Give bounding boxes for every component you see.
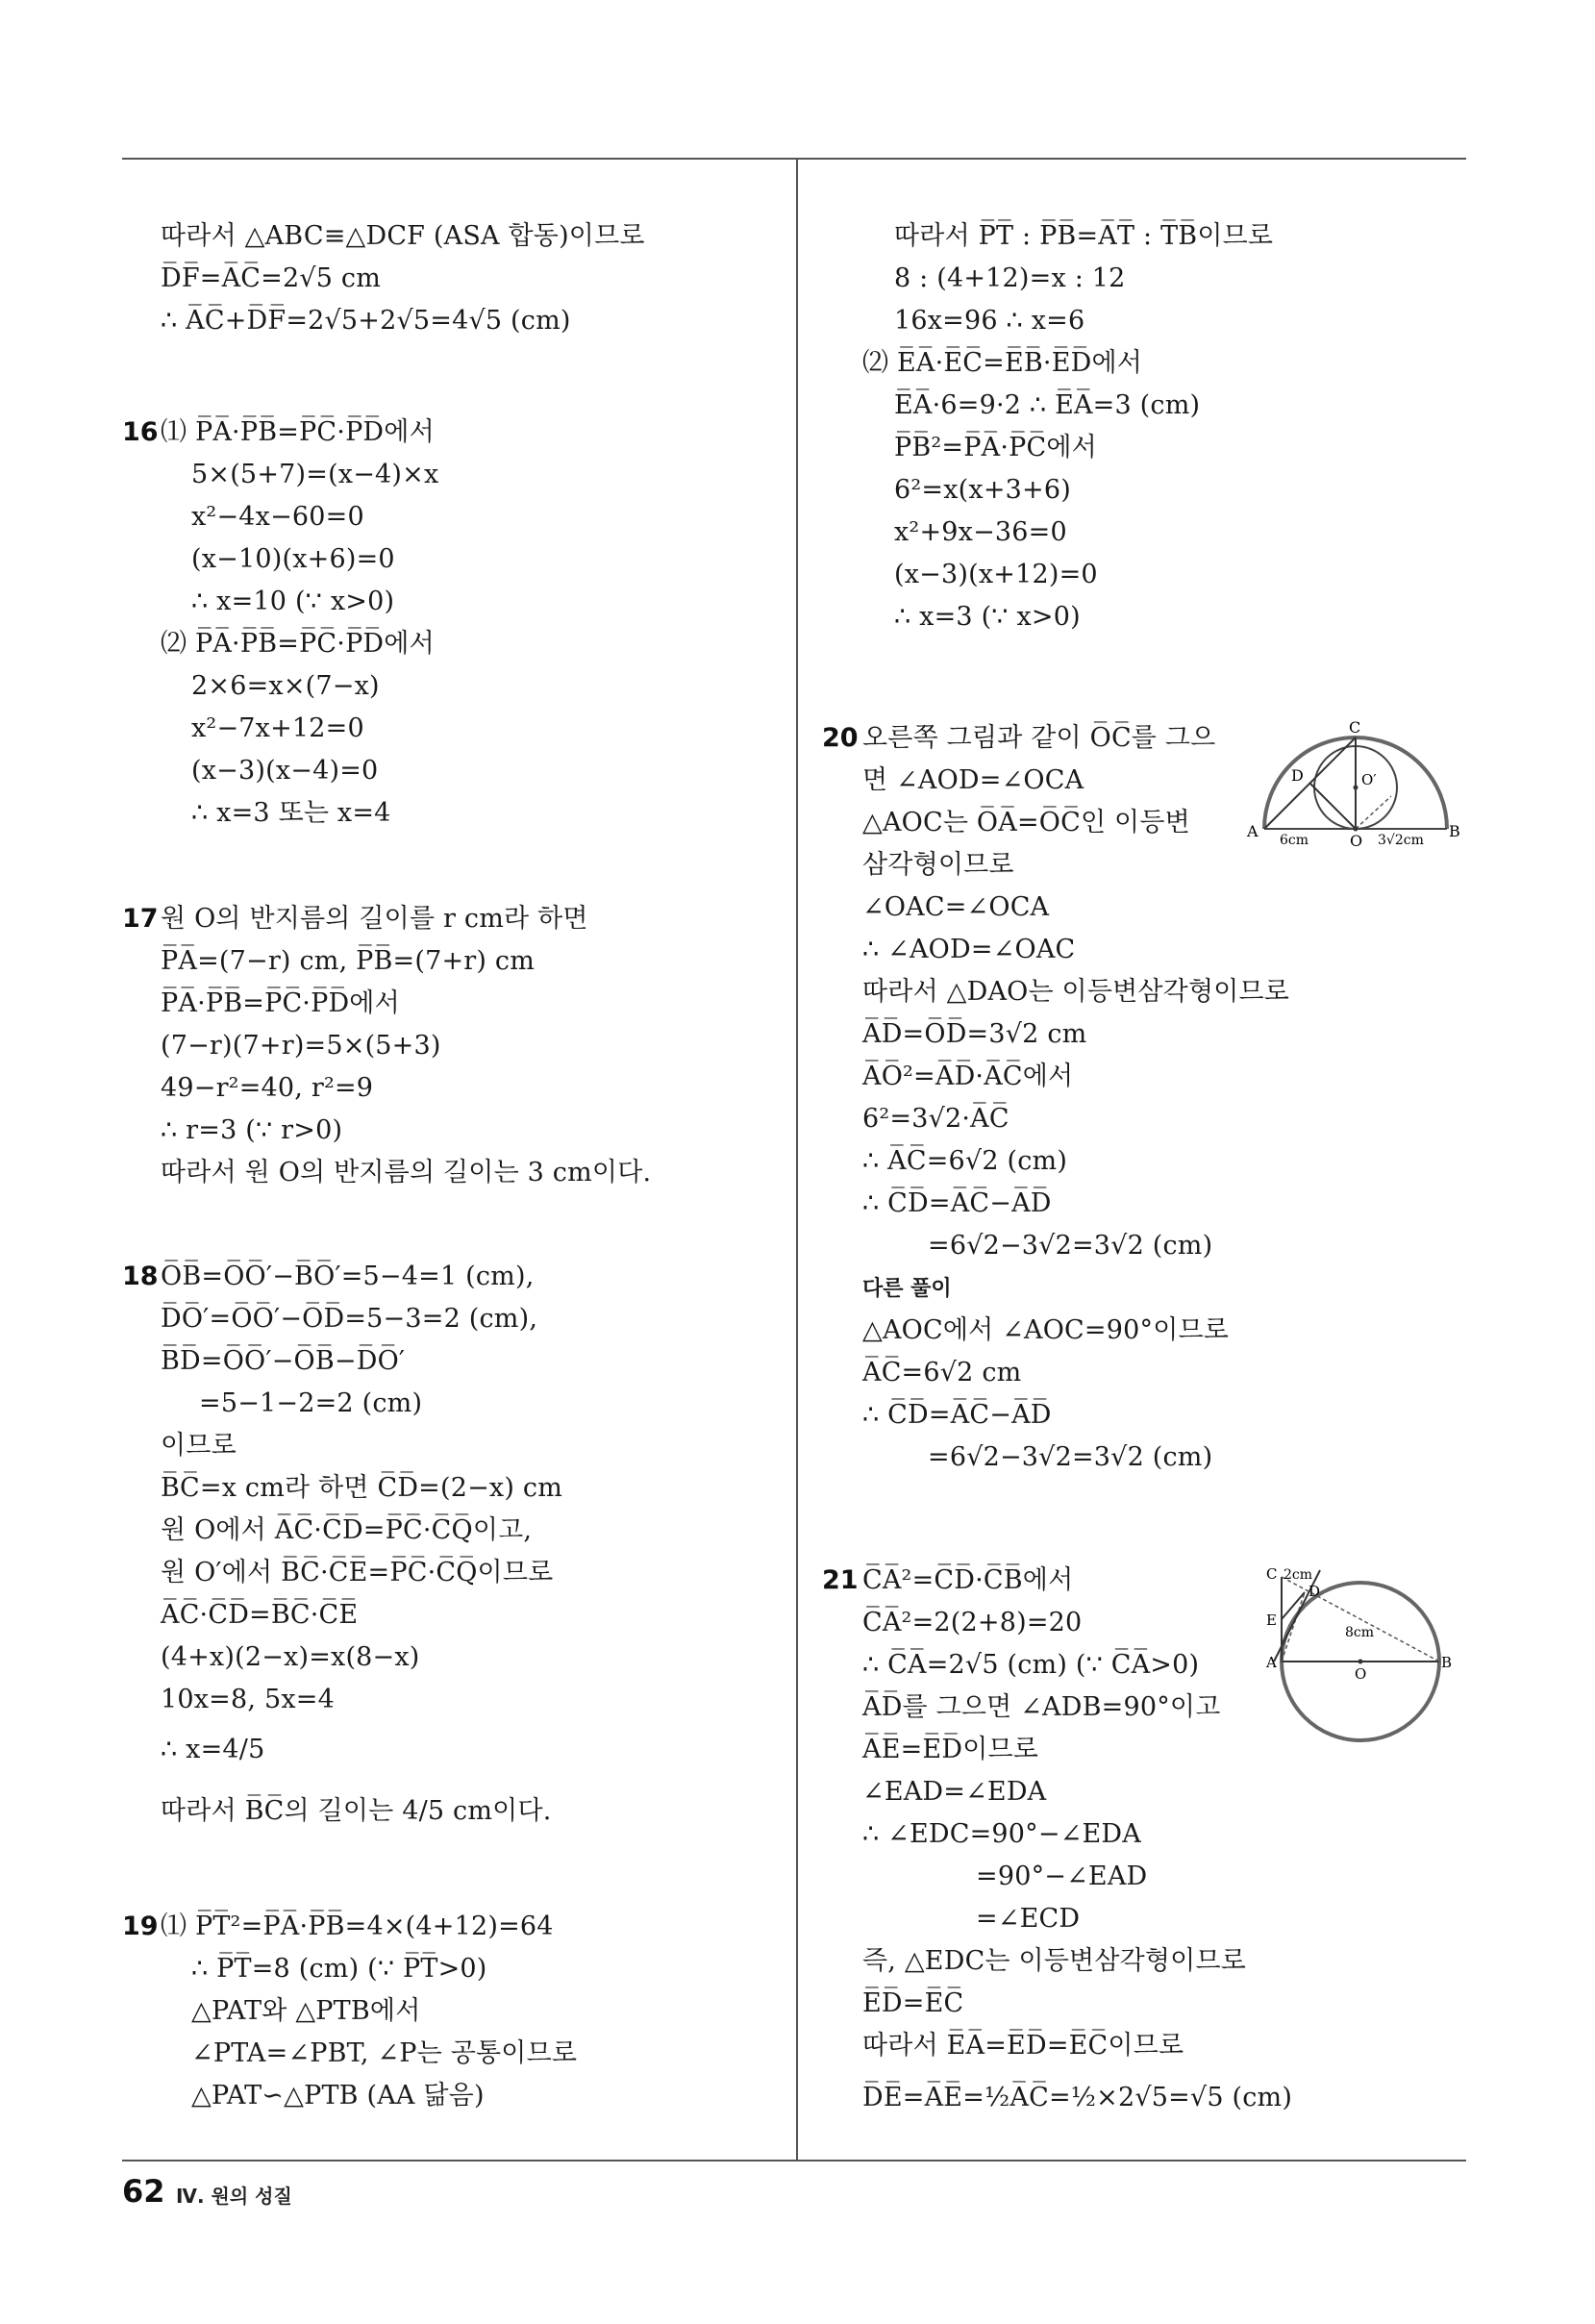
p18-line: 원 O에서 A̅C̅·C̅D̅=P̅C̅·C̅Q̅이고, [161, 1515, 533, 1545]
p19-line: ⑴ P̅T̅²=P̅A̅·P̅B̅=4×(4+12)=64 [161, 1912, 554, 1941]
p20-line: 따라서 △DAO는 이등변삼각형이므로 [862, 977, 1290, 1007]
problem-number-16: 16 [122, 417, 159, 447]
p20-line: 오른쪽 그림과 같이 O̅C̅를 그으 [862, 723, 1216, 753]
fig20-length-ob: 3√2cm [1378, 833, 1424, 846]
p16-line: 5×(5+7)=(x−4)×x [191, 460, 439, 489]
p21-line: =90°−∠EAD [976, 1862, 1148, 1891]
p20-alt-line: ∴ C̅D̅=A̅C̅−A̅D̅ [862, 1400, 1052, 1430]
p16-line: x²−4x−60=0 [191, 502, 364, 532]
p18-line: 원 O′에서 B̅C̅·C̅E̅=P̅C̅·C̅Q̅이므로 [161, 1558, 554, 1587]
p21-line: =∠ECD [976, 1904, 1081, 1934]
p21-line: C̅A̅²=2(2+8)=20 [862, 1608, 1083, 1637]
p21-line: ∠EAD=∠EDA [862, 1777, 1047, 1807]
p18-line: 이므로 [161, 1431, 237, 1461]
p20-line: 6²=3√2·A̅C̅ [862, 1104, 1009, 1134]
p17-line: 따라서 원 O의 반지름의 길이는 3 cm이다. [161, 1158, 652, 1187]
p17-line: P̅A̅=(7−r) cm, P̅B̅=(7+r) cm [161, 946, 536, 976]
p16-line: ⑵ P̅A̅·P̅B̅=P̅C̅·P̅D̅에서 [161, 629, 435, 659]
p19-cont-line: 따라서 P̅T̅ : P̅B̅=A̅T̅ : T̅B̅이므로 [894, 221, 1274, 251]
p20-line: ∴ C̅D̅=A̅C̅−A̅D̅ [862, 1188, 1052, 1218]
p16-line: x²−7x+12=0 [191, 713, 364, 743]
chapter-title: Ⅳ. 원의 성질 [176, 2185, 292, 2208]
p19-cont-line: ⑵ E̅A̅·E̅C̅=E̅B̅·E̅D̅에서 [862, 348, 1143, 378]
p18-line: D̅O̅′=O̅O̅′−O̅D̅=5−3=2 (cm), [161, 1304, 538, 1334]
p19-line: ∴ P̅T̅=8 (cm) (∵ P̅T̅>0) [191, 1954, 487, 1984]
p17-line: ∴ r=3 (∵ r>0) [161, 1115, 343, 1145]
p16-line: 2×6=x×(7−x) [191, 671, 380, 701]
top-rule [122, 158, 1466, 160]
p16-line: ∴ x=10 (∵ x>0) [191, 587, 395, 616]
p18-line: O̅B̅=O̅O̅′−B̅O̅′=5−4=1 (cm), [161, 1262, 535, 1291]
fig21-label-a: A [1266, 1654, 1277, 1671]
cont-line: D̅F̅=A̅C̅=2√5 cm [161, 263, 382, 293]
problem-number-17: 17 [122, 904, 159, 934]
p20-line: 면 ∠AOD=∠OCA [862, 765, 1084, 795]
p19-cont-line: 16x=96 ∴ x=6 [894, 306, 1085, 336]
p18-line: ∴ x=4/5 [161, 1735, 265, 1764]
fig20-label-o-prime: O′ [1361, 771, 1377, 788]
p19-cont-line: 8 : (4+12)=x : 12 [894, 263, 1126, 293]
p20-line: △AOC는 O̅A̅=O̅C̅인 이등변 [862, 808, 1190, 837]
p19-cont-line: ∴ x=3 (∵ x>0) [894, 602, 1081, 632]
p18-line: =5−1−2=2 (cm) [199, 1388, 423, 1418]
p21-line: 즉, △EDC는 이등변삼각형이므로 [862, 1946, 1247, 1976]
fig20-label-c: C [1349, 721, 1361, 737]
p17-line: 원 O의 반지름의 길이를 r cm라 하면 [161, 904, 588, 934]
p18-line: A̅C̅·C̅D̅=B̅C̅·C̅E̅ [161, 1600, 359, 1630]
p20-line: =6√2−3√2=3√2 (cm) [928, 1231, 1213, 1261]
problem-number-21: 21 [822, 1565, 859, 1595]
fig20-label-o: O [1350, 832, 1363, 846]
alt-solution-label: 다른 풀이 [862, 1277, 952, 1301]
p19-cont-line: (x−3)(x+12)=0 [894, 560, 1098, 589]
p20-line: ∠OAC=∠OCA [862, 892, 1050, 922]
fig20-label-b: B [1449, 822, 1460, 840]
p16-line: (x−3)(x−4)=0 [191, 756, 379, 786]
fig21-label-c: C [1266, 1565, 1278, 1583]
p18-line: B̅C̅=x cm라 하면 C̅D̅=(2−x) cm [161, 1473, 562, 1503]
p20-alt-line: =6√2−3√2=3√2 (cm) [928, 1442, 1213, 1472]
column-divider [796, 158, 798, 2162]
p16-line: (x−10)(x+6)=0 [191, 544, 395, 574]
page-number: 62 [122, 2173, 165, 2210]
p19-cont-line: 6²=x(x+3+6) [894, 475, 1071, 505]
p21-line: C̅A̅²=C̅D̅·C̅B̅에서 [862, 1565, 1074, 1595]
p19-cont-line: x²+9x−36=0 [894, 517, 1067, 547]
p21-line: ∴ ∠EDC=90°−∠EDA [862, 1819, 1141, 1849]
p16-line: ⑴ P̅A̅·P̅B̅=P̅C̅·P̅D̅에서 [161, 417, 435, 447]
fig20-length-ao: 6cm [1280, 833, 1309, 846]
p17-line: (7−r)(7+r)=5×(5+3) [161, 1031, 441, 1061]
p20-line: 삼각형이므로 [862, 850, 1014, 880]
p21-line: ∴ C̅A̅=2√5 (cm) (∵ C̅A̅>0) [862, 1650, 1200, 1680]
cont-line: 따라서 △ABC≡△DCF (ASA 합동)이므로 [161, 221, 645, 251]
p18-line: 따라서 B̅C̅의 길이는 4/5 cm이다. [161, 1796, 552, 1826]
fig21-label-e: E [1266, 1612, 1277, 1629]
fig21-label-b: B [1441, 1654, 1453, 1671]
p20-alt-line: A̅C̅=6√2 cm [862, 1358, 1022, 1387]
p16-line: ∴ x=3 또는 x=4 [191, 798, 391, 828]
cont-line: ∴ A̅C̅+D̅F̅=2√5+2√5=4√5 (cm) [161, 306, 571, 336]
p19-cont-line: E̅A̅·6=9·2 ∴ E̅A̅=3 (cm) [894, 390, 1201, 420]
p20-alt-line: △AOC에서 ∠AOC=90°이므로 [862, 1315, 1230, 1345]
p21-line: E̅D̅=E̅C̅ [862, 1988, 964, 2018]
fig21-label-d: D [1308, 1583, 1321, 1600]
p18-line: (4+x)(2−x)=x(8−x) [161, 1642, 420, 1672]
p21-line: 따라서 E̅A̅=E̅D̅=E̅C̅이므로 [862, 2031, 1184, 2061]
p20-line: A̅O̅²=A̅D̅·A̅C̅에서 [862, 1062, 1074, 1091]
p19-line: △PAT∽△PTB (AA 닮음) [191, 2081, 485, 2111]
fig20-label-a: A [1247, 822, 1259, 840]
fig21-label-o: O [1355, 1665, 1367, 1683]
problem-number-18: 18 [122, 1262, 159, 1291]
p18-line: B̅D̅=O̅O̅′−O̅B̅−D̅O̅′ [161, 1346, 406, 1376]
figure-20-semicircle [1245, 721, 1466, 846]
figure-21-circle [1245, 1565, 1457, 1748]
p18-line: 10x=8, 5x=4 [161, 1685, 335, 1714]
p21-line: D̅E̅=A̅E̅=½A̅C̅=½×2√5=√5 (cm) [862, 2083, 1293, 2112]
p20-line: ∴ A̅C̅=6√2 (cm) [862, 1146, 1068, 1176]
p19-cont-line: P̅B̅²=P̅A̅·P̅C̅에서 [894, 433, 1097, 462]
p17-line: P̅A̅·P̅B̅=P̅C̅·P̅D̅에서 [161, 988, 400, 1018]
fig21-length-cd: 2cm [1283, 1567, 1313, 1583]
problem-number-19: 19 [122, 1912, 159, 1941]
p21-line: A̅E̅=E̅D̅이므로 [862, 1735, 1039, 1764]
p17-line: 49−r²=40, r²=9 [161, 1073, 374, 1103]
p19-line: ∠PTA=∠PBT, ∠P는 공통이므로 [191, 2038, 578, 2068]
p20-line: A̅D̅=O̅D̅=3√2 cm [862, 1019, 1087, 1049]
fig21-length-db: 8cm [1345, 1625, 1375, 1640]
p19-line: △PAT와 △PTB에서 [191, 1996, 421, 2026]
p20-line: ∴ ∠AOD=∠OAC [862, 935, 1076, 964]
p21-line: A̅D̅를 그으면 ∠ADB=90°이고 [862, 1692, 1221, 1722]
bottom-rule [122, 2160, 1466, 2162]
problem-number-20: 20 [822, 723, 859, 753]
fig20-label-d: D [1291, 766, 1304, 785]
